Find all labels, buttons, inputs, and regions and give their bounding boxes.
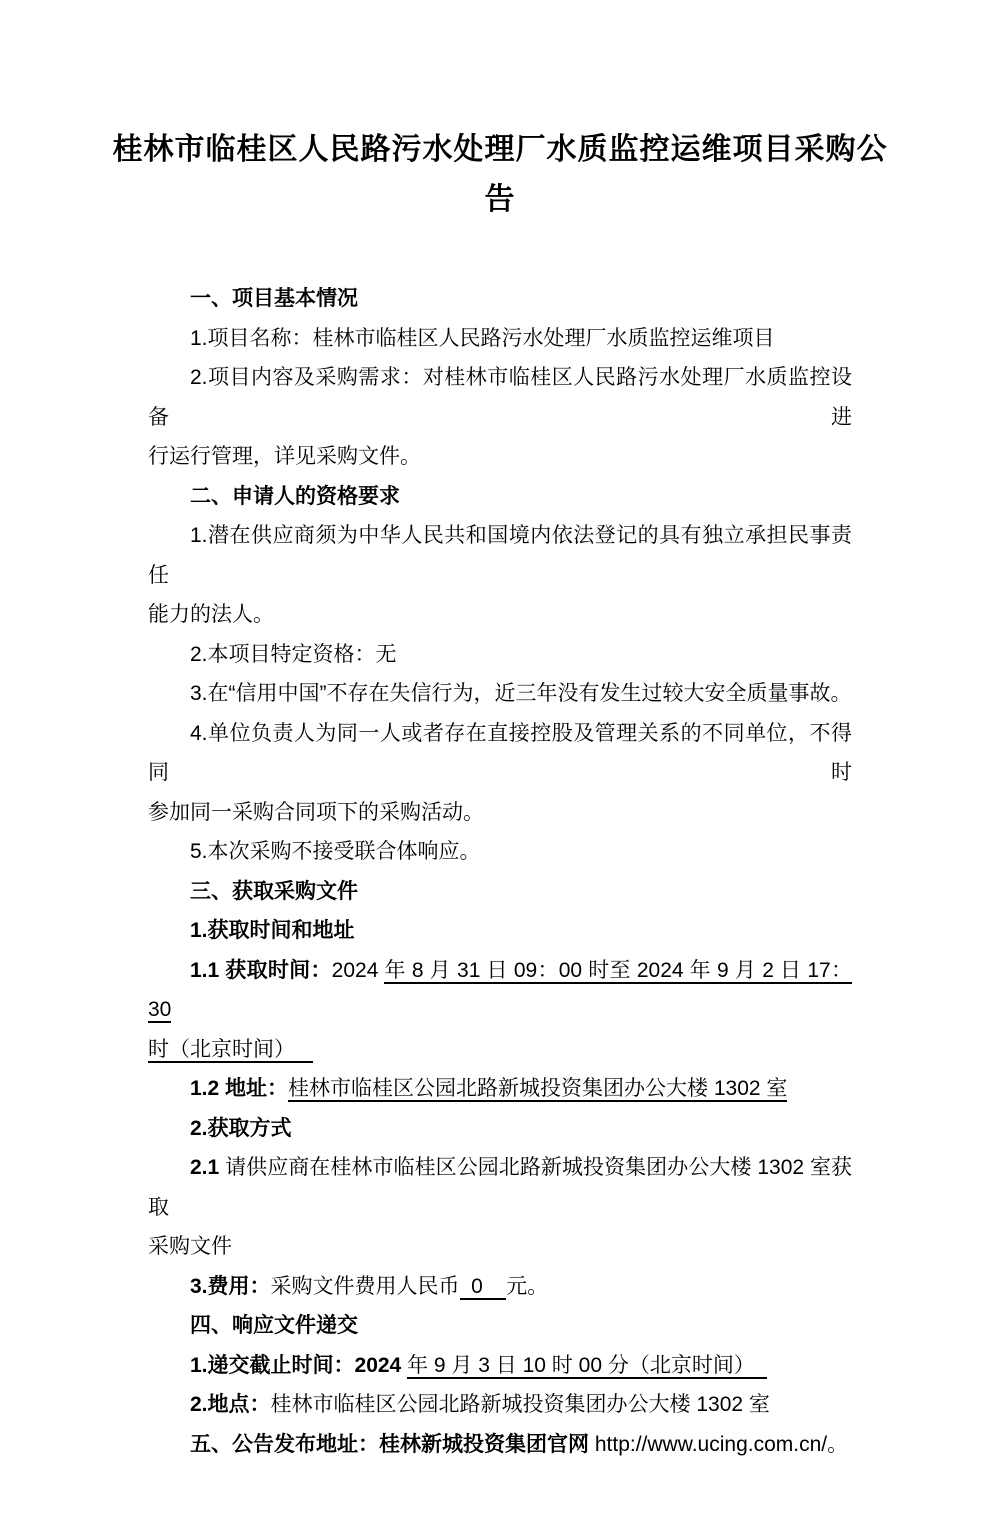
para-obtain-address bbox=[148, 1069, 852, 1109]
para-fee bbox=[148, 1267, 852, 1307]
text-run: 参加同一采购合同项下的采购活动。 bbox=[148, 800, 484, 824]
heading-section-1 bbox=[148, 279, 852, 319]
underlined-run: 年 8 月 31 日 09：00 时至 2024 年 9 月 2 日 17：30 bbox=[148, 958, 852, 1021]
text-run: 采购文件费用人民币 bbox=[270, 1274, 460, 1298]
para-obtain-method-line1 bbox=[148, 1148, 852, 1227]
underlined-run: 年 9 月 3 日 10 时 00 分（北京时间） bbox=[407, 1353, 767, 1377]
para-publish-address bbox=[148, 1425, 852, 1465]
text-run: 请供应商在桂林市临桂区公园北路新城投资集团办公大楼 1302 室获取 bbox=[148, 1156, 853, 1219]
label-bold: 1.1 获取时间： bbox=[190, 958, 332, 982]
label-bold: 3.费用： bbox=[190, 1274, 271, 1298]
underlined-run: 桂林市临桂区公园北路新城投资集团办公大楼 1302 室 bbox=[288, 1077, 788, 1100]
para-obtain-method-line2 bbox=[148, 1227, 852, 1267]
label-bold: 2.1 bbox=[190, 1156, 226, 1179]
para-project-content-line2 bbox=[148, 437, 852, 477]
subheading-obtain-time-address bbox=[148, 911, 852, 951]
para-qualification-1-line2 bbox=[148, 595, 852, 635]
text-run: 2024 bbox=[331, 958, 385, 982]
text-run: 元。 bbox=[506, 1274, 549, 1298]
underlined-fee-value: 0 bbox=[459, 1274, 507, 1298]
text-run: 5.本次采购不接受联合体响应。 bbox=[190, 840, 481, 863]
label-bold: 2.地点： bbox=[190, 1393, 271, 1416]
document-title-line-1: 桂林市临桂区人民路污水处理厂水质监控运维项目采购公 bbox=[112, 133, 888, 166]
text-run: 采购文件 bbox=[148, 1235, 232, 1258]
para-qualification-3 bbox=[148, 674, 852, 714]
para-qualification-4-line1 bbox=[148, 714, 852, 793]
para-qualification-1-line1 bbox=[148, 516, 852, 595]
label-bold: 1.递交截止时间：2024 bbox=[190, 1353, 408, 1377]
heading-section-2 bbox=[148, 477, 852, 517]
para-project-content-line1 bbox=[148, 358, 852, 437]
para-obtain-time-line2 bbox=[148, 1030, 852, 1070]
document-title-line-2: 告 bbox=[484, 183, 516, 216]
para-location bbox=[148, 1385, 852, 1425]
section-heading-text: 四、响应文件递交 bbox=[190, 1314, 358, 1337]
para-qualification-2 bbox=[148, 635, 852, 675]
document-page bbox=[0, 125, 1000, 1539]
text-run: 桂林市临桂区公园北路新城投资集团办公大楼 1302 室 bbox=[270, 1393, 770, 1416]
section-heading-text: 一、项目基本情况 bbox=[190, 287, 358, 310]
underlined-run: 时（北京时间） bbox=[148, 1037, 313, 1061]
section-heading-text: 二、申请人的资格要求 bbox=[190, 484, 400, 508]
label-bold: 1.2 地址： bbox=[190, 1077, 289, 1100]
para-obtain-time-line1 bbox=[148, 951, 852, 1030]
text-run: 3.在“信用中国”不存在失信行为，近三年没有发生过较大安全质量事故。 bbox=[190, 682, 852, 705]
text-run: 1.潜在供应商须为中华人民共和国境内依法登记的具有独立承担民事责任 bbox=[148, 524, 852, 587]
publish-url: http://www.ucing.com.cn/。 bbox=[594, 1432, 849, 1456]
heading-section-4 bbox=[148, 1306, 852, 1346]
para-qualification-5 bbox=[148, 832, 852, 872]
text-run: 行运行管理，详见采购文件。 bbox=[148, 445, 421, 468]
text-run: 2.本项目特定资格：无 bbox=[190, 642, 397, 666]
heading-section-3 bbox=[148, 872, 852, 912]
text-run: 1.项目名称：桂林市临桂区人民路污水处理厂水质监控运维项目 bbox=[190, 326, 775, 350]
subheading-obtain-method bbox=[148, 1109, 852, 1149]
document-body bbox=[0, 279, 1000, 1464]
document-title bbox=[0, 125, 1000, 225]
label-bold: 五、公告发布地址：桂林新城投资集团官网 bbox=[190, 1432, 595, 1456]
para-project-name bbox=[148, 319, 852, 359]
para-deadline bbox=[148, 1346, 852, 1386]
subheading-text: 1.获取时间和地址 bbox=[190, 919, 355, 942]
text-run: 能力的法人。 bbox=[148, 603, 274, 626]
text-run: 4.单位负责人为同一人或者存在直接控股及管理关系的不同单位，不得同时 bbox=[148, 721, 852, 784]
subheading-text: 2.获取方式 bbox=[190, 1116, 292, 1140]
section-heading-text: 三、获取采购文件 bbox=[190, 879, 358, 903]
text-run: 2.项目内容及采购需求：对桂林市临桂区人民路污水处理厂水质监控设备进 bbox=[148, 366, 852, 429]
para-qualification-4-line2 bbox=[148, 793, 852, 833]
